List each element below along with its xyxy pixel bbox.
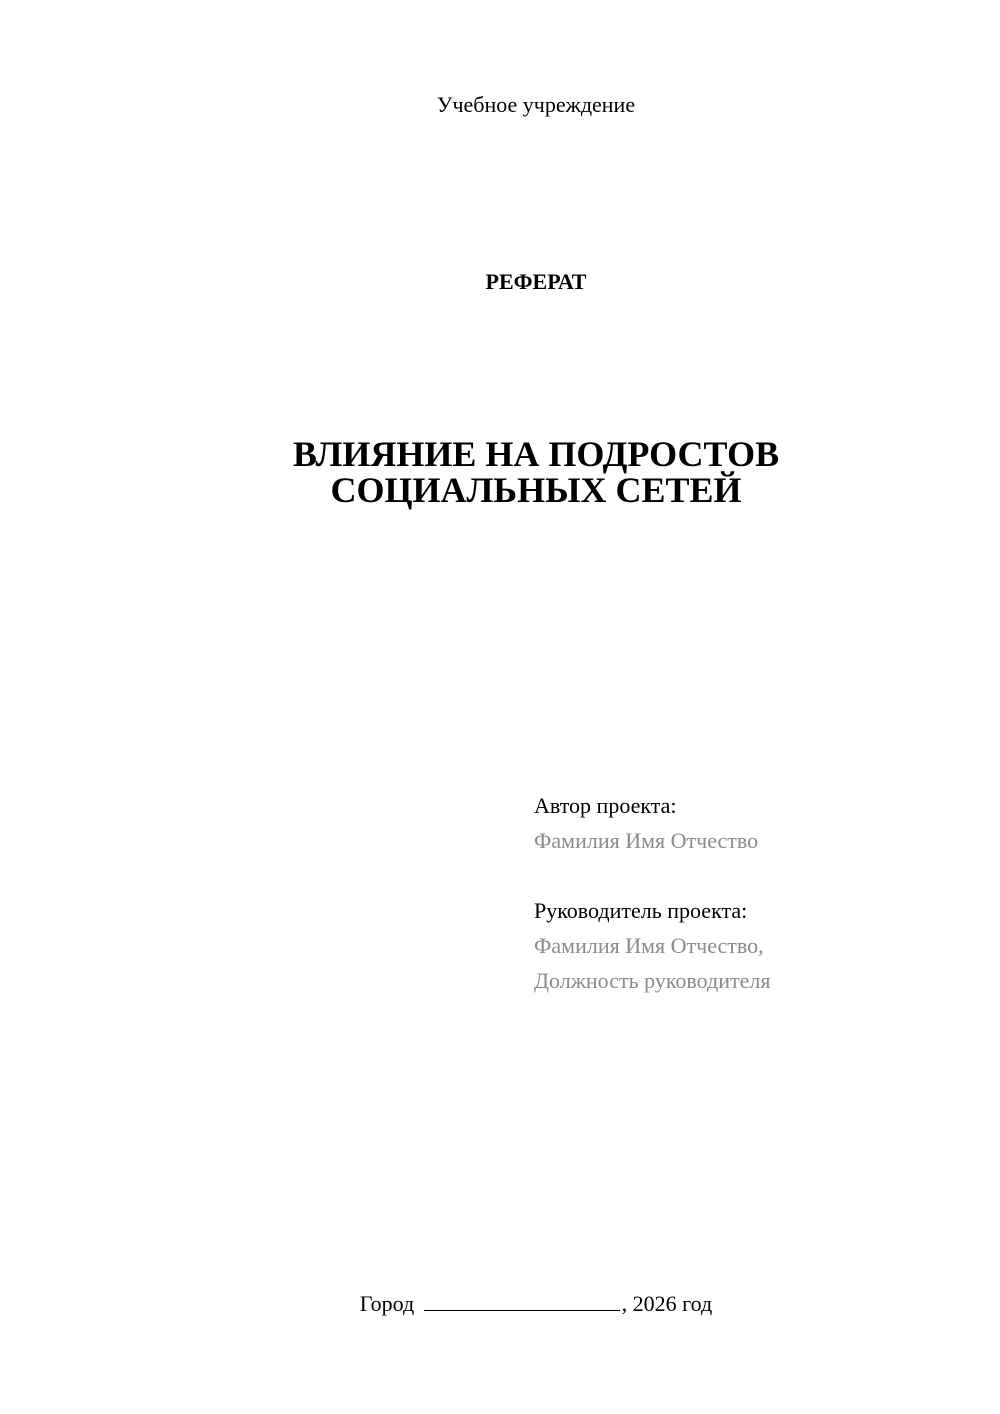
supervisor-name: Фамилия Имя Отчество, (534, 933, 764, 958)
city-blank-line (424, 1290, 620, 1311)
city-label: Город (359, 1291, 415, 1316)
year-text: , 2026 год (621, 1291, 713, 1316)
document-type: РЕФЕРАТ (485, 269, 587, 294)
supervisor-label: Руководитель проекта: (534, 898, 748, 923)
author-label: Автор проекта: (534, 793, 677, 818)
document-title (0, 436, 1000, 508)
city-year-line (0, 1290, 1000, 1318)
supervisor-position: Должность руководителя (534, 968, 771, 993)
project-credits (534, 788, 974, 998)
institution-name: Учебное учреждение (436, 92, 636, 117)
credits-spacer (534, 858, 974, 893)
author-name: Фамилия Имя Отчество (534, 828, 759, 853)
document-title-line-2: СОЦИАЛЬНЫХ СЕТЕЙ (330, 470, 742, 510)
document-title-line-1: ВЛИЯНИЕ НА ПОДРОСТОВ (292, 434, 780, 474)
